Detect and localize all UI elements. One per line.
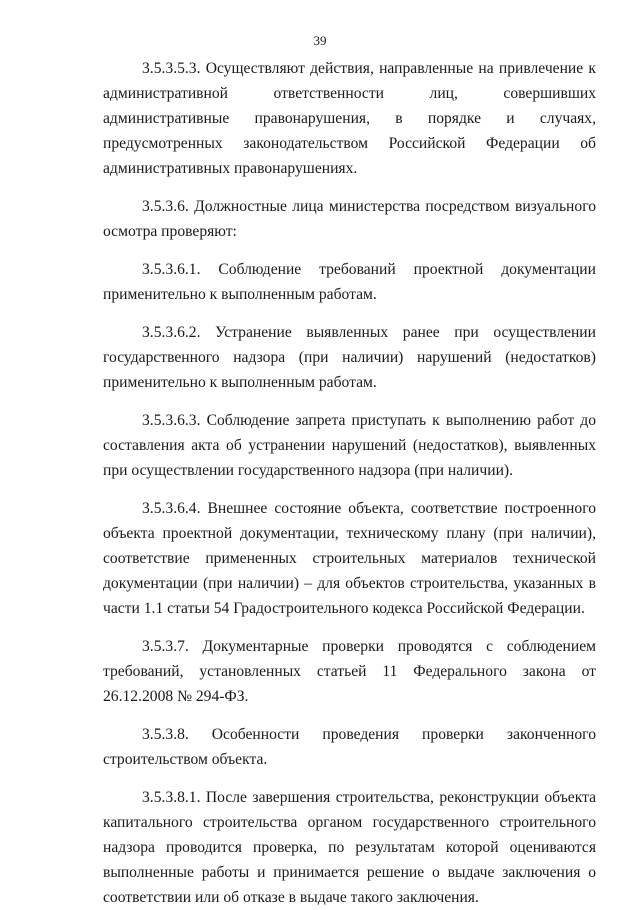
paragraph-3-5-3-6: 3.5.3.6. Должностные лица министерства посредством визуального осмотра проверяют:	[103, 198, 596, 240]
paragraph-3-5-3-8: 3.5.3.8. Особенности проведения проверки законченного строительством объекта.	[103, 726, 596, 768]
paragraph-3-5-3-7: 3.5.3.7. Документарные проверки проводятся с соблюдением требований, установленных статьей 11 Федерального закона от 26.12.2008 № 294-ФЗ.	[103, 638, 596, 705]
paragraph-3-5-3-6-2: 3.5.3.6.2. Устранение выявленных ранее при осуществлении государственного надзора (при наличии) нарушений (недостатков) применительно к выполненным работам.	[103, 324, 596, 391]
paragraph-3-5-3-6-1: 3.5.3.6.1. Соблюдение требований проектной документации применительно к выполненным работам.	[103, 261, 596, 303]
paragraph-3-5-3-6-4: 3.5.3.6.4. Внешнее состояние объекта, соответствие построенного объекта проектной документации, техническому плану (при наличии), соответствие примененных строительных материалов технической документации (при наличии) – для объектов строительства, указанных в части 1.1 статьи 54 Градостроительного кодекса Российской Федерации.	[103, 500, 596, 617]
paragraph-3-5-3-8-1: 3.5.3.8.1. После завершения строительства, реконструкции объекта капитального строительства органом государственного строительного надзора проводится проверка, по результатам которой оцениваются выполненные работы и принимается решение о выдаче заключения о соответствии или об отказе в выдаче такого заключения.	[103, 789, 596, 906]
paragraph-3-5-3-6-3: 3.5.3.6.3. Соблюдение запрета приступать к выполнению работ до составления акта об устранении нарушений (недостатков), выявленных при осуществлении государственного надзора (при наличии).	[103, 412, 596, 479]
paragraph-3-5-3-5-3: 3.5.3.5.3. Осуществляют действия, направленные на привлечение к административной ответственности лиц, совершивших административные правонарушения, в порядке и случаях, предусмотренных законодательством Российской Федерации об административных правонарушениях.	[103, 60, 596, 177]
document-body	[103, 56, 596, 910]
page-number: 39	[313, 33, 327, 48]
